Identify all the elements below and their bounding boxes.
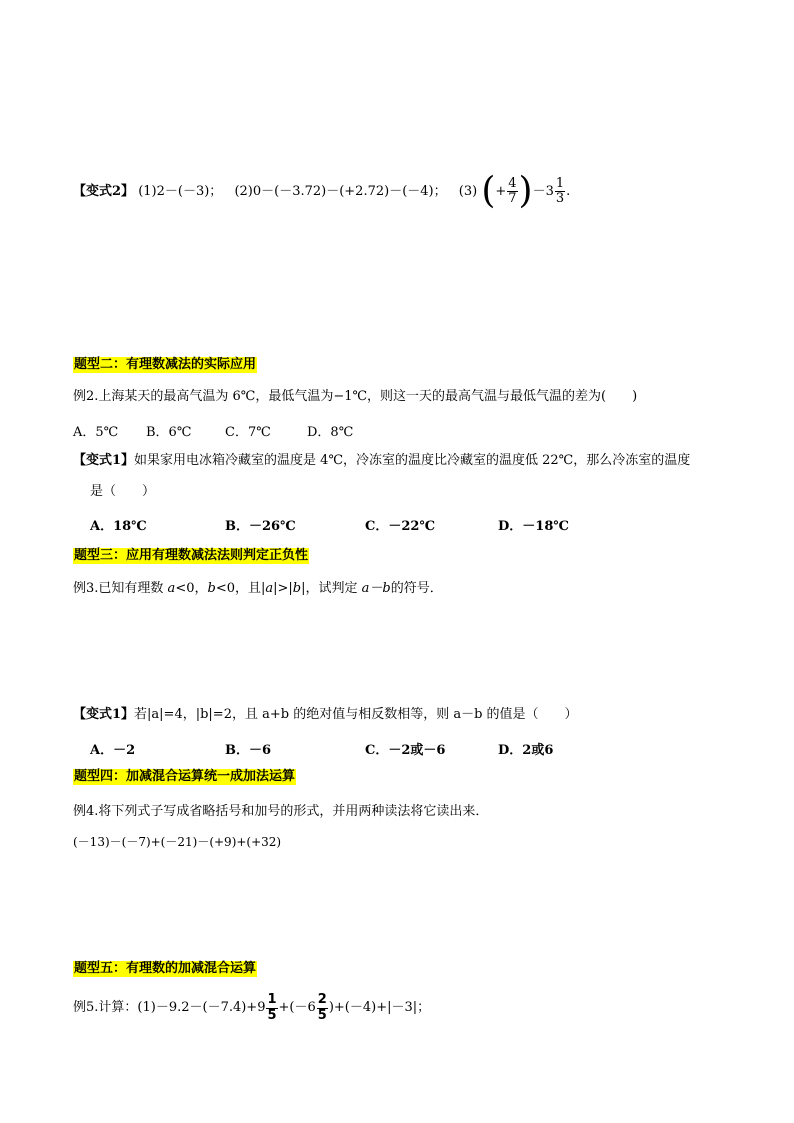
variant1-s3 (73, 706, 578, 724)
variant1-s2-options (90, 515, 690, 533)
example4-expression: (－13)－(－7)+(－21)－(+9)+(+32) (73, 835, 282, 849)
variant1-text: 如果家用电冰箱冷藏室的温度是 4℃，冷冻室的温度比冷藏室的温度低 22℃，那么冷冻室的温度 (134, 453, 691, 468)
option-d: D．8℃ (307, 425, 354, 440)
option-b: B．6℃ (146, 425, 192, 440)
option-a: A．5℃ (73, 425, 119, 440)
section3-heading: 题型三：应用有理数减法法则判定正负性 (74, 548, 309, 563)
example3: 例3.已知有理数 a<0，b<0，且|a|>|b|，试判定 a－b的符号． (73, 581, 443, 596)
option-d: D．2或6 (498, 743, 554, 758)
section4-heading: 题型四：加减混合运算统一成加法运算 (74, 769, 296, 784)
fraction-4-7: $\frac{4}{7}$ (508, 175, 517, 206)
variant1-s2-cont: 是（ ） (90, 484, 156, 499)
example5: 例5.计算：(1)－9.2－(－7.4)+9 $\frac{1}{5}$ +(－6 $\frac{2}{5}$ )+(－4)+|－3|； (73, 992, 431, 1023)
option-b: B．－6 (225, 743, 272, 758)
variant1-s2 (73, 452, 690, 470)
variant2-line (73, 172, 570, 212)
option-c: C．－22℃ (365, 519, 436, 534)
variant1-label: 【变式1】 (73, 453, 135, 468)
option-a: A．－2 (90, 743, 136, 758)
left-paren: ( (481, 170, 496, 212)
fraction-1-3: $\frac{1}{3}$ (555, 175, 565, 206)
section5-heading: 题型五：有理数的加减混合运算 (74, 961, 257, 976)
variant1-text: 若|a|=4，|b|=2，且 a+b 的绝对值与相反数相等，则 a－b 的值是（ ） (134, 707, 578, 722)
minus-three: －3 (532, 184, 554, 199)
variant2-label: 【变式2】 (73, 184, 135, 199)
right-paren: ) (518, 170, 533, 212)
fraction-2-5: $\frac{2}{5}$ (317, 992, 327, 1023)
option-a: A．18℃ (90, 519, 147, 534)
option-b: B．－26℃ (225, 519, 296, 534)
variant1-label: 【变式1】 (73, 707, 135, 722)
variant2-part1: (1)2－(－3)； (138, 184, 223, 199)
variant1-s3-options (90, 739, 690, 757)
example2: 例2.上海某天的最高气温为 6℃，最低气温为−1℃，则这一天的最高气温与最低气温的差为( ) (73, 389, 638, 404)
example2-options (73, 421, 673, 439)
variant2-part2: (2)0－(－3.72)－(+2.72)－(－4)； (234, 184, 447, 199)
section2-heading: 题型二：有理数减法的实际应用 (74, 357, 257, 372)
plus-sign: + (495, 184, 507, 199)
option-c: C．－2或－6 (365, 743, 446, 758)
option-c: C．7℃ (225, 425, 271, 440)
fraction-1-5: $\frac{1}{5}$ (267, 992, 277, 1023)
example4: 例4.将下列式子写成省略括号和加号的形式，并用两种读法将它读出来． (73, 804, 489, 819)
period: . (566, 184, 571, 199)
variant2-part3-prefix: (3) (458, 184, 478, 199)
option-d: D．－18℃ (498, 519, 569, 534)
